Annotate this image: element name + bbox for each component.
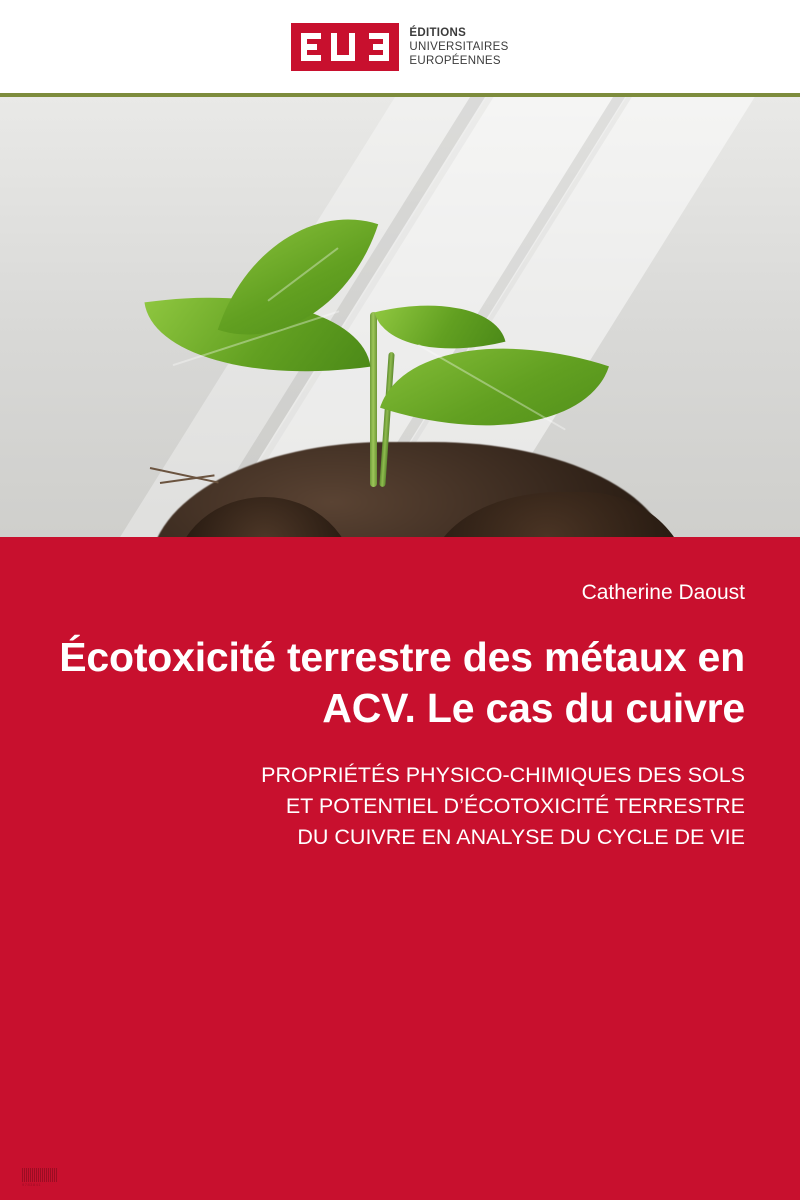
publisher-line-1: ÉDITIONS bbox=[409, 26, 467, 39]
barcode-number: 9783841 bbox=[22, 1182, 42, 1187]
cover-text-block bbox=[55, 580, 745, 853]
leaf-vein bbox=[267, 247, 338, 302]
subtitle-line: PROPRIÉTÉS PHYSICO-CHIMIQUES DES SOLS bbox=[261, 763, 745, 787]
publisher-line-3: EUROPÉENNES bbox=[409, 54, 501, 67]
publisher-line-2: UNIVERSITAIRES bbox=[409, 40, 509, 53]
publisher-logo bbox=[291, 23, 508, 71]
barcode-bars bbox=[22, 1168, 60, 1182]
subtitle-line: DU CUIVRE EN ANALYSE DU CYCLE DE VIE bbox=[297, 825, 745, 849]
eue-logo-icon bbox=[291, 23, 399, 71]
cover-photo bbox=[0, 97, 800, 537]
publisher-name bbox=[409, 26, 508, 68]
subtitle-line: ET POTENTIEL D’ÉCOTOXICITÉ TERRESTRE bbox=[285, 794, 745, 818]
book-title: Écotoxicité terrestre des métaux en ACV. Le cas du cuivre bbox=[59, 634, 745, 731]
book-subtitle bbox=[55, 760, 745, 853]
barcode bbox=[22, 1168, 60, 1188]
author-name: Catherine Daoust bbox=[581, 581, 745, 604]
plant-stem bbox=[370, 312, 377, 487]
publisher-header bbox=[0, 0, 800, 93]
leaf-vein bbox=[418, 344, 566, 431]
